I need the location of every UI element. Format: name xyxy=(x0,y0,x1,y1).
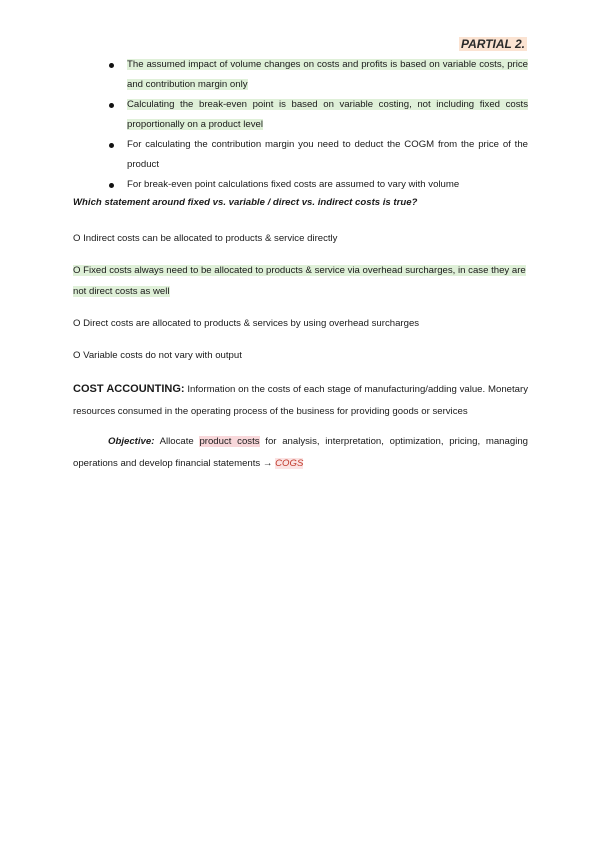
bullet-list xyxy=(73,55,528,195)
answer-option xyxy=(73,313,528,334)
bullet-dot-icon xyxy=(109,103,114,108)
objective-paragraph xyxy=(73,431,528,475)
bullet-text: For break-even point calculations fixed costs are assumed to vary with volume xyxy=(127,179,460,190)
cogs-term: COGS xyxy=(275,458,304,469)
bullet-text: The assumed impact of volume changes on costs and profits is based on variable costs, price and contribution margin only xyxy=(127,59,528,90)
product-costs-highlight: product costs xyxy=(199,436,260,447)
bullet-text: For calculating the contribution margin you need to deduct the COGM from the price of the product xyxy=(127,139,528,170)
answer-option xyxy=(73,345,528,366)
answer-option xyxy=(73,228,528,249)
bullet-dot-icon xyxy=(109,143,114,148)
bullet-item xyxy=(73,95,528,135)
objective-text-post: for analysis, interpretation, optimization, pricing, managing operations and develop financial statements → xyxy=(73,436,528,469)
bullet-text: Calculating the break-even point is based on variable costing, not including fixed costs proportionally on a product level xyxy=(127,99,528,130)
answer-text: O Direct costs are allocated to products & services by using overhead surcharges xyxy=(73,318,420,329)
question-heading: Which statement around fixed vs. variable / direct vs. indirect costs is true? xyxy=(73,197,418,208)
bullet-item xyxy=(73,175,528,195)
answer-text: O Indirect costs can be allocated to products & service directly xyxy=(73,233,338,244)
bullet-dot-icon xyxy=(109,183,114,188)
answer-option-correct xyxy=(73,260,528,302)
objective-text-pre: Allocate xyxy=(154,436,200,447)
answer-text: O Fixed costs always need to be allocated to products & service via overhead surcharges, in case they are not direct costs as well xyxy=(73,265,526,297)
bullet-dot-icon xyxy=(109,63,114,68)
partial-title: PARTIAL 2. xyxy=(460,37,525,51)
cost-accounting-heading: COST ACCOUNTING: xyxy=(73,383,185,395)
bullet-item xyxy=(73,55,528,95)
cost-accounting-paragraph xyxy=(73,378,528,423)
cost-accounting-text: Information on the costs of each stage of manufacturing/adding value. Monetary resources consumed in the operating process of the business for providing goods or services xyxy=(73,384,528,417)
objective-label: Objective: xyxy=(108,436,155,447)
answer-text: O Variable costs do not vary with output xyxy=(73,350,242,361)
bullet-item xyxy=(73,135,528,175)
